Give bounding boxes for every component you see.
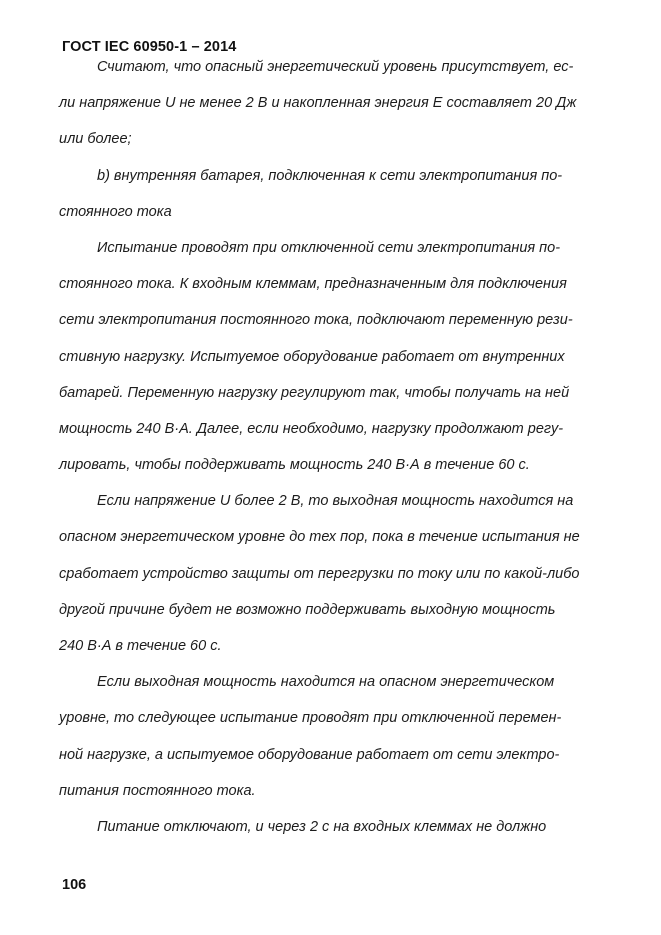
text-line: или более; bbox=[59, 131, 132, 148]
text-line: ной нагрузке, а испытуемое оборудование работает от сети электро- bbox=[59, 746, 560, 763]
text-line: мощность 240 В·А. Далее, если необходимо, нагрузку продолжают регу- bbox=[59, 420, 564, 437]
text-line: стоянного тока. К входным клеммам, предназначенным для подключения bbox=[59, 276, 567, 293]
text-line: питания постоянного тока. bbox=[59, 782, 256, 799]
text-line: Питание отключают, и через 2 с на входных клеммах не должно bbox=[97, 818, 547, 835]
text-line: батарей. Переменную нагрузку регулируют так, чтобы получать на ней bbox=[59, 384, 570, 401]
text-line: Если напряжение U более 2 В, то выходная мощность находится на bbox=[97, 493, 574, 510]
text-line: стоянного тока bbox=[59, 203, 172, 220]
text-line: b) внутренняя батарея, подключенная к сети электропитания по- bbox=[97, 167, 563, 184]
text-line: Если выходная мощность находится на опасном энергетическом bbox=[97, 674, 555, 691]
text-line: другой причине будет не возможно поддерживать выходную мощность bbox=[59, 601, 556, 618]
text-line: 240 В·А в течение 60 с. bbox=[59, 638, 222, 654]
text-line: сети электропитания постоянного тока, подключают переменную рези- bbox=[59, 312, 573, 329]
text-line: уровне, то следующее испытание проводят при отключенной перемен- bbox=[59, 710, 562, 727]
text-line: Считают, что опасный энергетический уровень присутствует, ес- bbox=[97, 59, 574, 75]
text-line: стивную нагрузку. Испытуемое оборудование работает от внутренних bbox=[59, 348, 565, 365]
text-line: Испытание проводят при отключенной сети электропитания по- bbox=[97, 239, 561, 256]
text-line: опасном энергетическом уровне до тех пор, пока в течение испытания не bbox=[59, 529, 580, 546]
text-line: сработает устройство защиты от перегрузки по току или по какой-либо bbox=[59, 565, 580, 582]
text-line: лировать, чтобы поддерживать мощность 240 В·А в течение 60 с. bbox=[59, 457, 530, 474]
page-header-standard-title: ГОСТ IEC 60950-1 – 2014 bbox=[62, 39, 237, 55]
text-line: ли напряжение U не менее 2 В и накопленная энергия E составляет 20 Дж bbox=[59, 95, 577, 112]
page-number: 106 bbox=[62, 877, 87, 893]
page-body-text bbox=[59, 56, 622, 852]
